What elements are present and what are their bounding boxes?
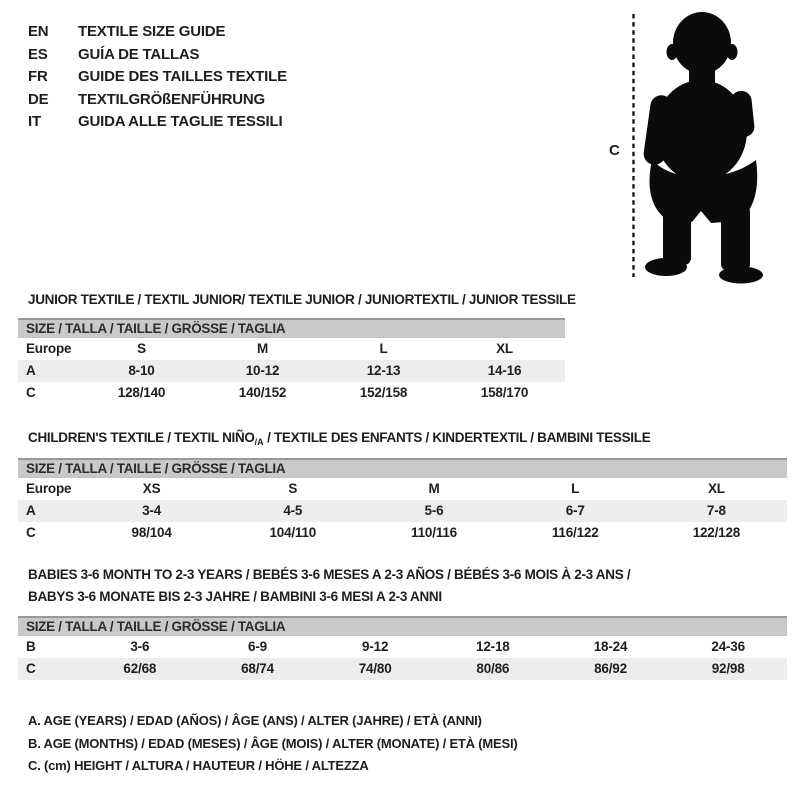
table-header-bar: SIZE / TALLA / TAILLE / GRÖSSE / TAGLIA — [18, 460, 787, 478]
section-title-line — [28, 564, 630, 586]
size-cell: 4-5 — [283, 503, 303, 518]
footnote-line: C. (cm) HEIGHT / ALTURA / HAUTEUR / HÖHE / ALTEZZA — [28, 758, 369, 774]
size-cell: S — [288, 481, 298, 496]
size-cell: 3-6 — [130, 639, 150, 654]
section-title-line — [28, 586, 630, 608]
size-cell: 9-12 — [362, 639, 389, 654]
section-title-junior — [28, 289, 576, 311]
table-row — [18, 522, 787, 544]
language-title: TEXTILE SIZE GUIDE — [78, 23, 226, 40]
table-row — [18, 338, 565, 360]
row-label: B — [26, 639, 36, 654]
size-cell: 18-24 — [593, 639, 628, 654]
footnote-line: A. AGE (YEARS) / EDAD (AÑOS) / ÂGE (ANS) / ALTER (JAHRE) / ETÀ (ANNI) — [28, 713, 482, 728]
section-title-line — [28, 289, 576, 311]
language-code: DE — [28, 90, 49, 108]
size-cell: 24-36 — [711, 639, 745, 654]
size-cell: 6-7 — [565, 503, 585, 518]
size-cell: 122/128 — [692, 525, 741, 540]
row-label: Europe — [26, 481, 72, 496]
section-title-text: JUNIOR TEXTILE / TEXTIL JUNIOR/ TEXTILE JUNIOR / JUNIORTEXTIL / JUNIOR TESSILE — [28, 292, 576, 307]
toddler-figure — [600, 5, 800, 290]
section-title-text: /A — [254, 437, 264, 447]
size-cell: 128/140 — [117, 385, 166, 400]
size-cell: 140/152 — [238, 385, 287, 400]
size-table-junior — [18, 318, 565, 404]
row-label: C — [26, 385, 36, 400]
size-table-babies — [18, 616, 787, 680]
size-cell: 92/98 — [711, 661, 745, 676]
section-title-children — [28, 427, 650, 453]
size-cell: 104/110 — [269, 525, 317, 540]
language-list — [28, 21, 287, 134]
language-row — [28, 66, 287, 89]
table-row — [18, 382, 565, 404]
size-cell: 14-16 — [487, 363, 522, 378]
row-label: A — [26, 363, 36, 378]
size-cell: 152/158 — [359, 385, 408, 400]
size-table-children — [18, 458, 787, 544]
footnotes — [28, 710, 518, 778]
language-code: IT — [28, 113, 41, 131]
size-cell: 68/74 — [241, 661, 274, 676]
table-row — [18, 658, 787, 680]
table-row — [18, 478, 787, 500]
table-header-bar: SIZE / TALLA / TAILLE / GRÖSSE / TAGLIA — [18, 320, 565, 338]
size-cell: XL — [707, 481, 725, 496]
size-cell: XL — [496, 341, 513, 356]
size-cell: M — [428, 481, 440, 496]
language-title: GUIDE DES TAILLES TEXTILE — [78, 68, 287, 86]
size-cell: 6-9 — [248, 639, 267, 654]
size-cell: L — [379, 341, 388, 356]
size-cell: 8-10 — [128, 363, 155, 378]
language-code: FR — [28, 68, 48, 86]
table-row — [18, 636, 787, 658]
size-cell: 80/86 — [476, 661, 510, 676]
language-row — [28, 21, 287, 44]
section-title-babies — [28, 564, 630, 608]
size-cell: 98/104 — [131, 525, 172, 540]
size-cell: 12-13 — [366, 363, 401, 378]
row-label: Europe — [26, 341, 72, 356]
language-title: GUÍA DE TALLAS — [78, 45, 200, 63]
size-cell: XS — [142, 481, 161, 496]
size-cell: 5-6 — [424, 503, 444, 518]
section-title-text: CHILDREN'S TEXTILE / TEXTIL NIÑO — [28, 430, 255, 445]
row-label: C — [26, 661, 36, 676]
footnote-line: B. AGE (MONTHS) / EDAD (MESES) / ÂGE (MOIS) / ALTER (MONATE) / ETÀ (MESI) — [28, 735, 518, 751]
language-code: ES — [28, 45, 48, 63]
section-title-text: BABIES 3-6 MONTH TO 2-3 YEARS / BEBÉS 3-6 MESES A 2-3 AÑOS / BÉBÉS 3-6 MOIS À 2-3 ANS / — [28, 567, 631, 582]
size-cell: 110/116 — [411, 525, 457, 540]
section-title-text: / TEXTILE DES ENFANTS / KINDERTEXTIL / BAMBINI TESSILE — [263, 430, 651, 445]
language-row — [28, 111, 287, 134]
toddler-silhouette-icon — [642, 12, 763, 284]
size-cell: 158/170 — [480, 385, 529, 400]
language-code: EN — [28, 23, 49, 40]
language-title: TEXTILGRÖßENFÜHRUNG — [78, 90, 266, 108]
size-cell: S — [137, 341, 146, 356]
size-cell: L — [571, 481, 580, 496]
height-line-label: C — [609, 142, 620, 159]
table-row — [18, 500, 787, 522]
section-title-line — [28, 427, 650, 453]
table-header-bar: SIZE / TALLA / TAILLE / GRÖSSE / TAGLIA — [18, 618, 787, 636]
size-cell: 62/68 — [123, 661, 157, 676]
size-cell: 116/122 — [551, 525, 599, 540]
section-title-text: BABYS 3-6 MONATE BIS 2-3 JAHRE / BAMBINI 3-6 MESI A 2-3 ANNI — [28, 589, 442, 604]
size-cell: 86/92 — [594, 661, 627, 676]
language-title: GUIDA ALLE TAGLIE TESSILI — [78, 113, 283, 131]
size-cell: 12-18 — [476, 639, 510, 654]
language-row — [28, 44, 287, 67]
size-cell: 74/80 — [358, 661, 392, 676]
row-label: A — [26, 503, 36, 518]
size-cell: M — [256, 341, 269, 356]
size-cell: 10-12 — [245, 363, 280, 378]
size-cell: 7-8 — [706, 503, 726, 518]
row-label: C — [26, 525, 36, 540]
size-cell: 3-4 — [142, 503, 162, 518]
table-row — [18, 360, 565, 382]
language-row — [28, 89, 287, 112]
